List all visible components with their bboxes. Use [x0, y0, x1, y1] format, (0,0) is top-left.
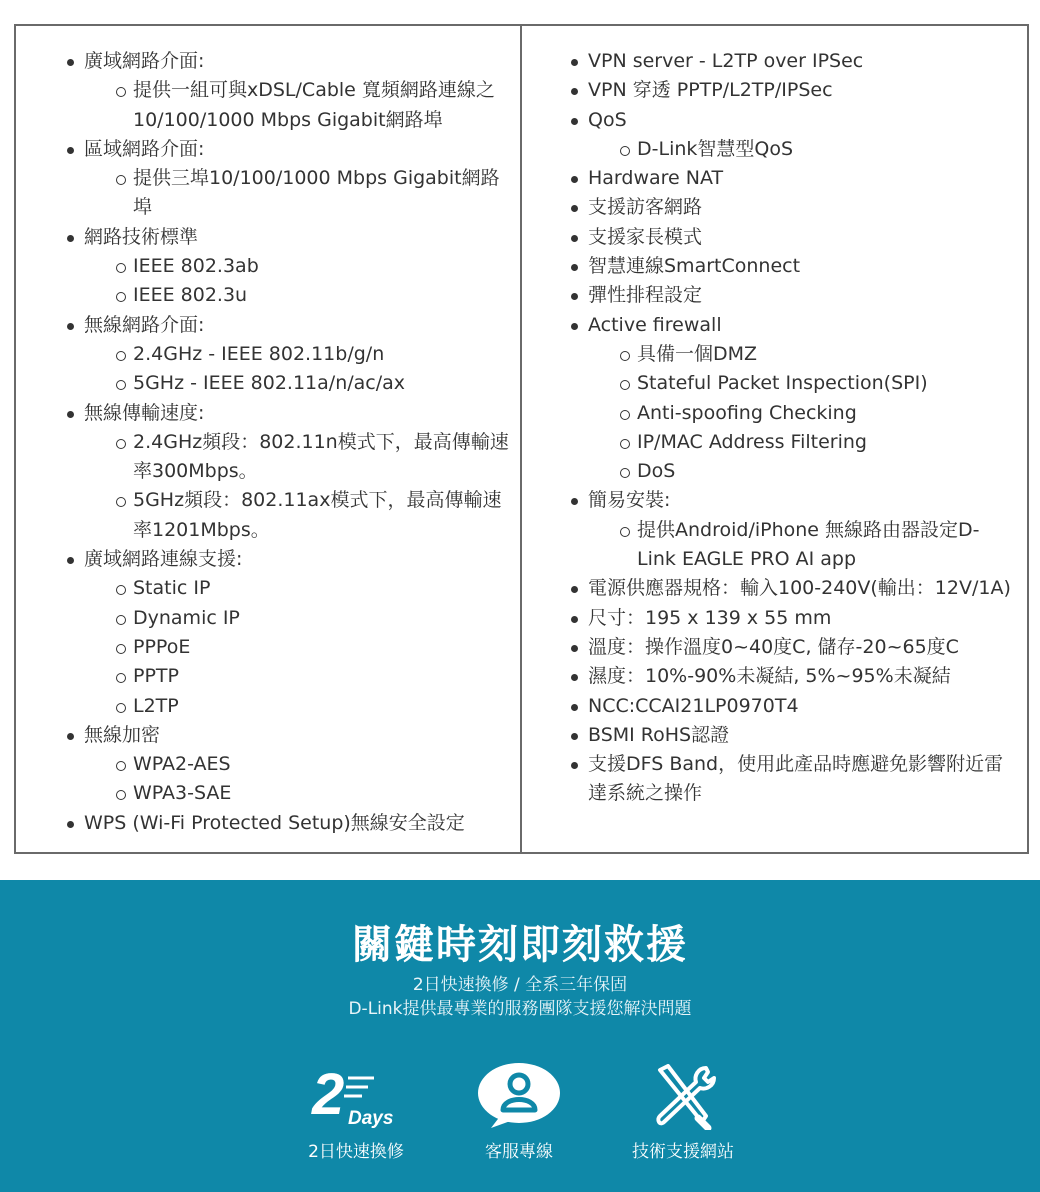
spec-subitem-text: 提供三埠10/100/1000 Mbps Gigabit網路埠 [133, 167, 500, 219]
spec-sublist [84, 428, 512, 545]
service-hotline[interactable] [439, 1060, 599, 1164]
spec-item [588, 692, 1017, 721]
spec-item-text: 簡易安裝: [588, 489, 671, 512]
spec-subitem [637, 516, 1017, 575]
spec-table [14, 24, 1029, 854]
spec-item [84, 47, 512, 135]
spec-subitem-text: Stateful Packet Inspection(SPI) [637, 372, 928, 395]
spec-item-text: 智慧連線SmartConnect [588, 255, 801, 278]
spec-subitem [133, 779, 512, 808]
spec-subitem [133, 750, 512, 779]
spec-item-text: 濕度：10%-90%未凝結, 5%~95%未凝結 [588, 665, 951, 688]
spec-subitem [133, 604, 512, 633]
spec-item-text: 廣域網路介面: [84, 50, 205, 72]
spec-subitem [133, 281, 512, 310]
spec-item-text: WPS (Wi-Fi Protected Setup)無線安全設定 [84, 811, 465, 834]
spec-subitem-text: 提供Android/iPhone 無線路由器設定D-Link EAGLE PRO AI app [637, 518, 980, 571]
spec-subitem [133, 428, 512, 487]
spec-item [588, 574, 1017, 603]
tools-icon [603, 1060, 763, 1130]
spec-item-text: 尺寸：195 x 139 x 55 mm [588, 606, 832, 629]
spec-item-text: 無線加密 [84, 723, 161, 746]
spec-subitem-text: WPA2-AES [133, 753, 231, 776]
spec-subitem-text: 2.4GHz頻段：802.11n模式下，最高傳輸速率300Mbps。 [133, 430, 509, 483]
spec-subitem-text: D-Link智慧型QoS [637, 137, 794, 160]
spec-subitem-text: Static IP [133, 577, 211, 600]
spec-subitem [637, 135, 1017, 164]
spec-item-text: Active firewall [588, 313, 722, 336]
spec-item-text: BSMI RoHS認證 [588, 723, 730, 746]
spec-item [588, 633, 1017, 662]
spec-subitem [133, 574, 512, 603]
spec-sublist [588, 135, 1017, 164]
spec-item-text: QoS [588, 108, 627, 131]
spec-subitem [637, 399, 1017, 428]
spec-item [588, 311, 1017, 487]
spec-item-text: VPN 穿透 PPTP/L2TP/IPSec [588, 79, 833, 102]
spec-subitem-text: 5GHz - IEEE 802.11a/n/ac/ax [133, 372, 406, 395]
spec-item [588, 721, 1017, 750]
spec-item [84, 135, 512, 223]
spec-subitem [133, 76, 512, 135]
service-fast-repair[interactable] [276, 1060, 436, 1164]
spec-subitem-text: IP/MAC Address Filtering [637, 430, 867, 453]
two-days-number: 2 [312, 1064, 345, 1127]
spec-subitem-text: IEEE 802.3u [133, 284, 248, 307]
spec-subitem [637, 428, 1017, 457]
spec-item [588, 604, 1017, 633]
spec-item-text: 無線傳輸速度: [84, 401, 205, 424]
spec-item [84, 545, 512, 721]
spec-subitem-text: 提供一組可與xDSL/Cable 寬頻網路連線之10/100/1000 Mbps Gigabit網路埠 [133, 79, 495, 131]
spec-item [84, 311, 512, 399]
spec-item [588, 223, 1017, 252]
spec-item-text: 無線網路介面: [84, 313, 205, 336]
spec-list-left [16, 47, 520, 838]
spec-item [84, 399, 512, 545]
banner-subtitle-team: D-Link提供最專業的服務團隊支援您解決問題 [348, 999, 692, 1019]
spec-item [588, 47, 1017, 76]
spec-item [588, 164, 1017, 193]
spec-item [588, 750, 1017, 809]
spec-item [84, 223, 512, 311]
service-label-tech-support: 技術支援網站 [632, 1142, 734, 1162]
spec-subitem-text: IEEE 802.3ab [133, 255, 259, 278]
spec-item-text: 區域網路介面: [84, 137, 205, 160]
spec-subitem-text: Dynamic IP [133, 606, 240, 629]
service-tech-support[interactable] [603, 1060, 763, 1164]
spec-item [588, 106, 1017, 165]
spec-item [84, 809, 512, 838]
spec-list-right [522, 47, 1027, 809]
spec-subitem [133, 486, 512, 545]
spec-item-text: 支援訪客網路 [588, 196, 703, 219]
spec-sublist [588, 516, 1017, 575]
spec-sublist [84, 574, 512, 720]
spec-item [588, 662, 1017, 691]
spec-column-left [16, 26, 522, 852]
spec-sublist [84, 340, 512, 399]
spec-subitem-text: L2TP [133, 694, 179, 717]
spec-column-right [522, 26, 1027, 852]
spec-subitem-text: 5GHz頻段：802.11ax模式下，最高傳輸速率1201Mbps。 [133, 489, 502, 541]
spec-item [588, 193, 1017, 222]
spec-item [588, 76, 1017, 105]
spec-subitem [133, 692, 512, 721]
spec-item [588, 252, 1017, 281]
spec-subitem [133, 252, 512, 281]
spec-subitem-text: DoS [637, 460, 676, 483]
spec-subitem [133, 662, 512, 691]
spec-subitem [133, 340, 512, 369]
spec-subitem-text: WPA3-SAE [133, 782, 232, 805]
spec-sublist [84, 164, 512, 223]
spec-subitem [133, 369, 512, 398]
spec-item-text: VPN server - L2TP over IPSec [588, 50, 864, 72]
service-label-fast-repair: 2日快速換修 [308, 1142, 404, 1162]
customer-service-icon [439, 1060, 599, 1130]
spec-subitem-text: Anti-spoofing Checking [637, 401, 857, 424]
spec-item [588, 486, 1017, 574]
spec-item-text: 溫度：操作溫度0~40度C, 儲存-20~65度C [588, 635, 959, 658]
spec-sublist [84, 252, 512, 311]
spec-subitem-text: PPTP [133, 665, 179, 688]
spec-subitem-text: PPPoE [133, 635, 191, 658]
spec-item-text: 支援家長模式 [588, 225, 703, 248]
spec-subitem [637, 457, 1017, 486]
spec-sublist [588, 340, 1017, 486]
spec-subitem [133, 633, 512, 662]
banner-subtitle-warranty: 2日快速換修 / 全系三年保固 [412, 975, 628, 995]
service-label-hotline: 客服專線 [485, 1142, 553, 1162]
spec-subitem [637, 340, 1017, 369]
spec-sublist [84, 750, 512, 809]
spec-item-text: Hardware NAT [588, 167, 724, 190]
spec-item-text: 彈性排程設定 [588, 284, 703, 307]
banner-title: 關鍵時刻即刻救援 [352, 922, 688, 968]
two-days-text: Days [348, 1108, 394, 1129]
spec-subitem [637, 369, 1017, 398]
spec-item-text: 網路技術標準 [84, 225, 199, 248]
spec-item [588, 281, 1017, 310]
spec-item-text: 支援DFS Band，使用此產品時應避免影響附近雷達系統之操作 [588, 753, 1004, 805]
spec-item [84, 721, 512, 809]
support-banner [0, 880, 1040, 1192]
spec-item-text: 廣域網路連線支援: [84, 548, 243, 571]
spec-subitem [133, 164, 512, 223]
spec-item-text: NCC:CCAI21LP0970T4 [588, 694, 799, 717]
spec-sublist [84, 76, 512, 135]
spec-subitem-text: 具備一個DMZ [637, 342, 758, 365]
two-days-icon [276, 1060, 436, 1130]
spec-item-text: 電源供應器規格：輸入100-240V(輸出：12V/1A) [588, 577, 1011, 600]
spec-subitem-text: 2.4GHz - IEEE 802.11b/g/n [133, 342, 385, 365]
